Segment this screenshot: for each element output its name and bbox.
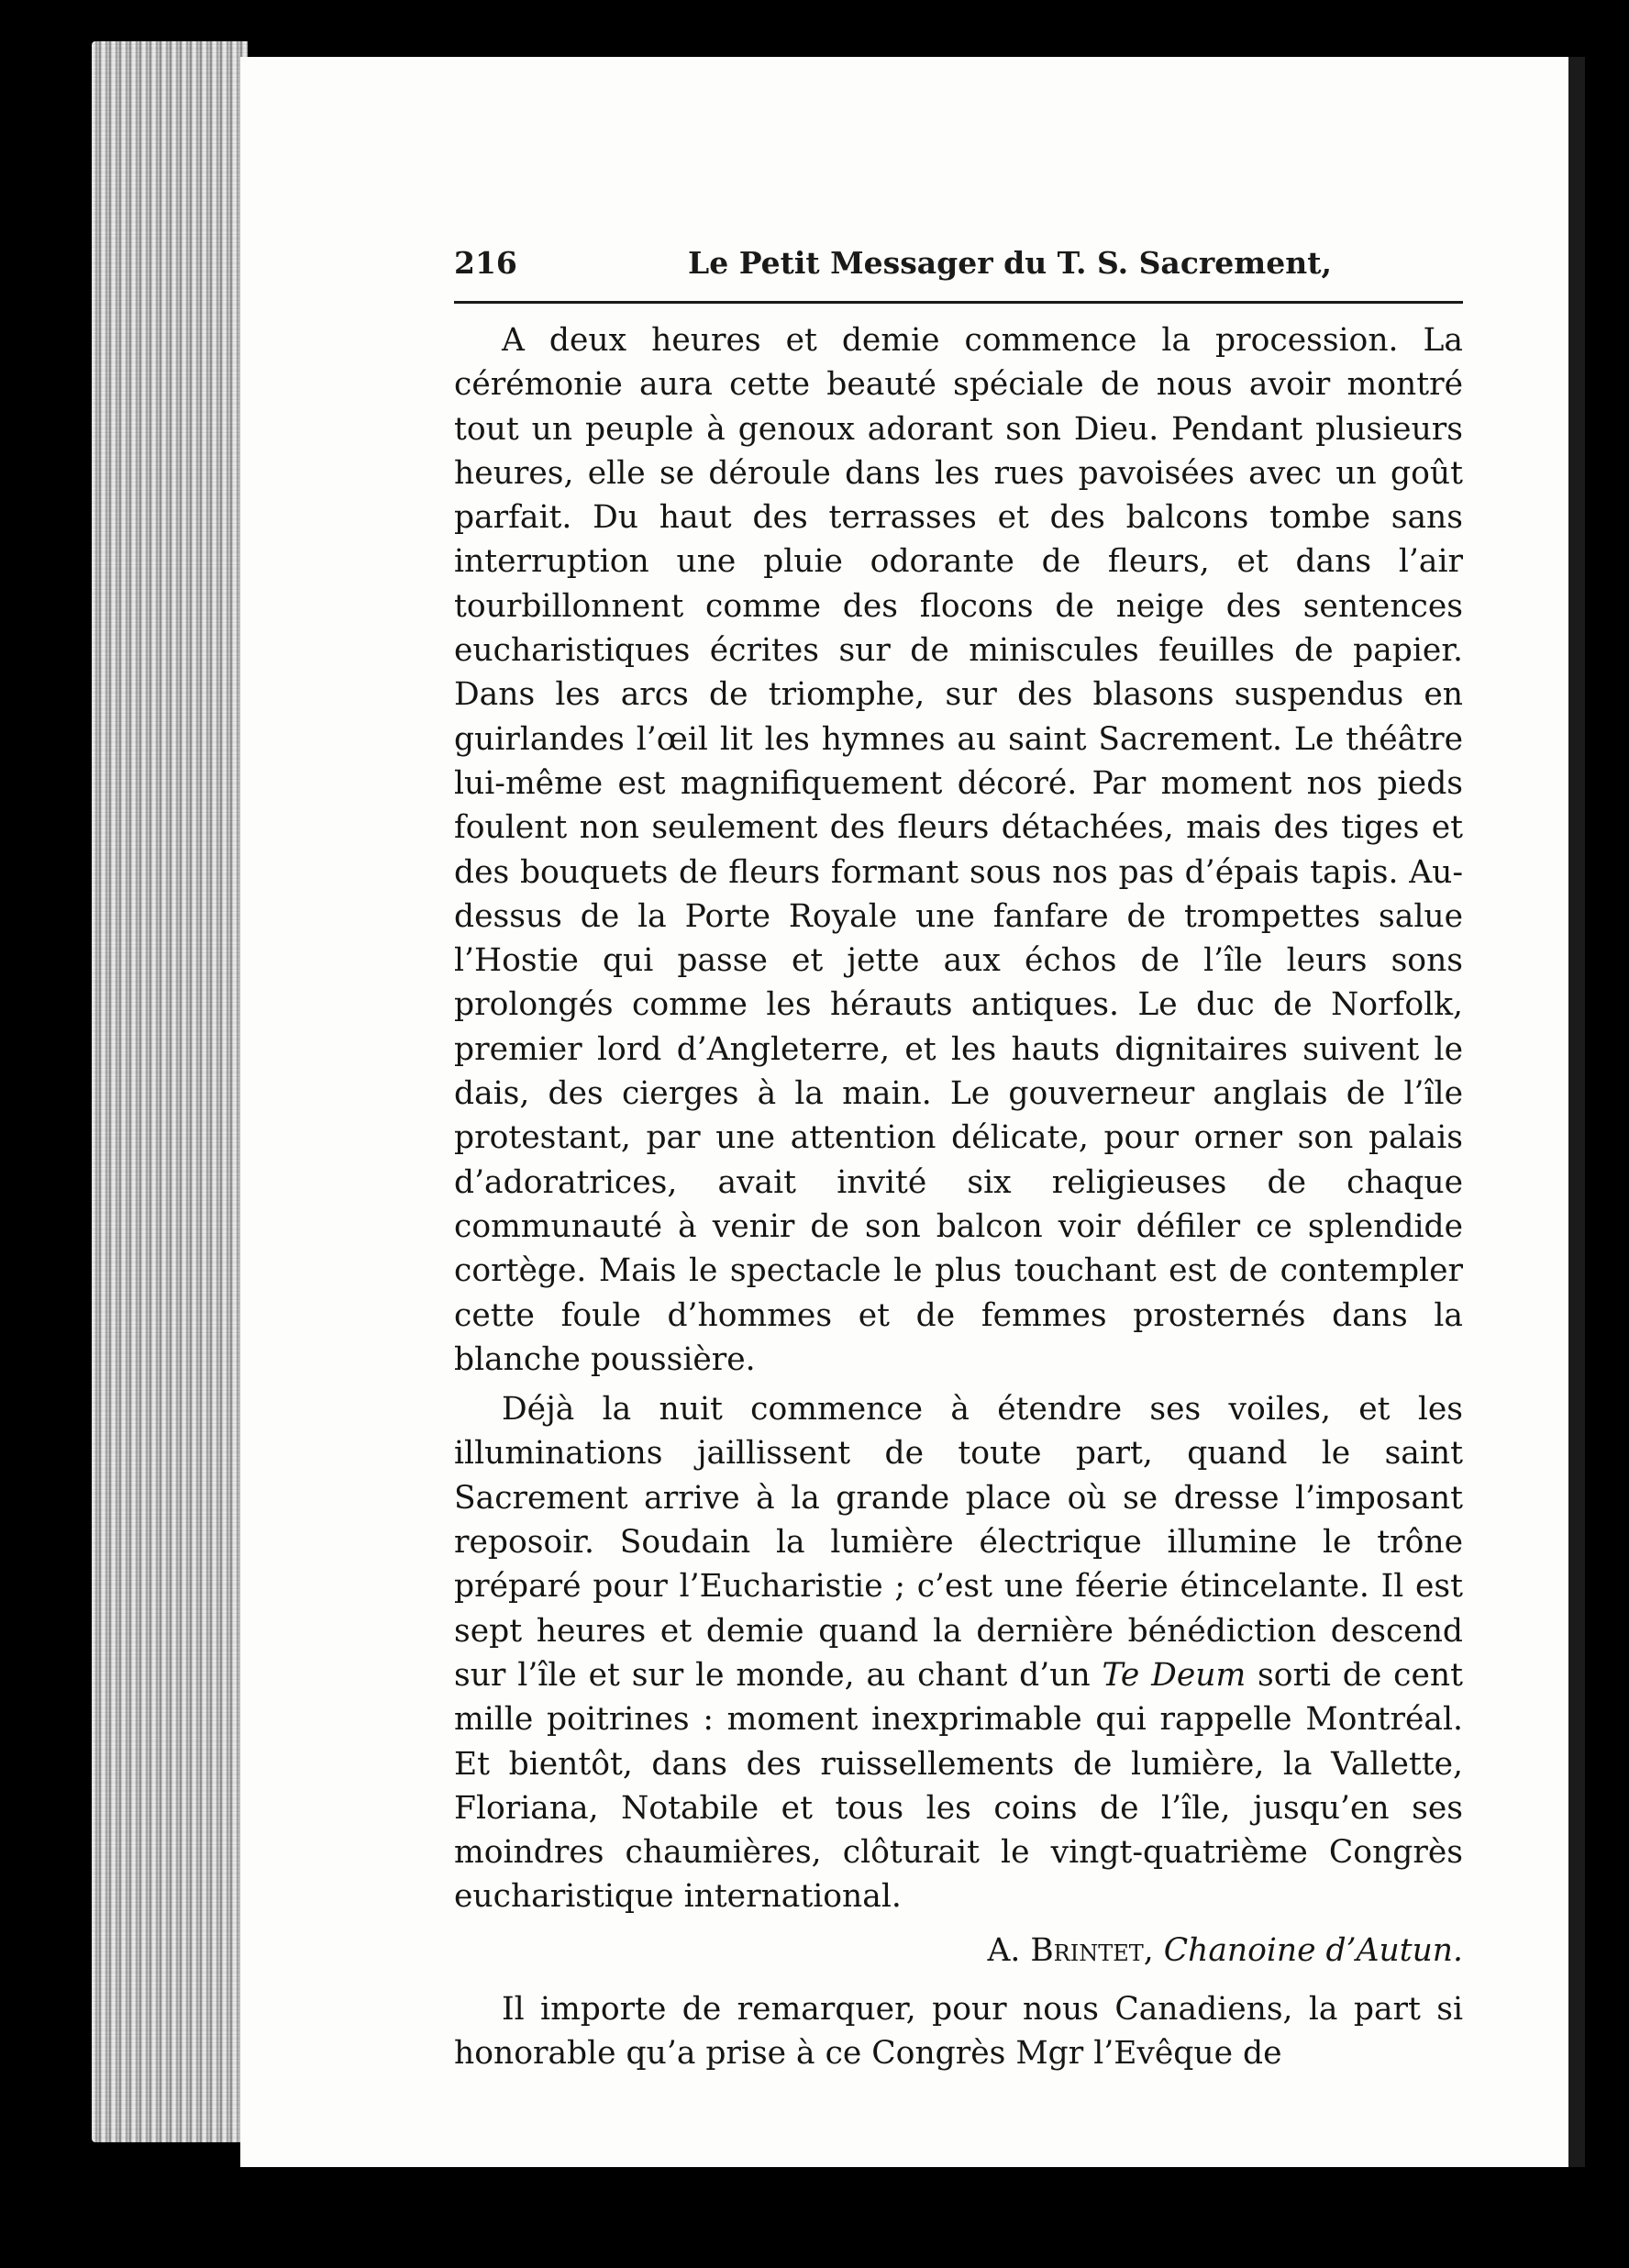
running-header <box>454 245 1463 296</box>
italic-title: Te Deum <box>1102 1656 1247 1694</box>
signature-name: A. Brintet, <box>987 1931 1154 1969</box>
body-text <box>454 318 1463 2076</box>
header-rule <box>454 301 1463 304</box>
paragraph-text: sorti de cent mille poitrines : moment inexprimable qui rappelle Montréal. Et bientôt, dans des ruissellements de lumière, la Vallette, Floriana, Notabile et tous les coins de l’île, jusqu’en ses moindres chaumières, clôturait le vingt-quatrième Congrès eucharistique international. <box>454 1656 1463 1916</box>
paragraph: Il importe de remarquer, pour nous Canadiens, la part si honorable qu’a prise à ce Congrès Mgr l’Evêque de <box>454 1990 1463 2073</box>
paragraph: A deux heures et demie commence la procession. La cérémonie aura cette beauté spéciale de nous avoir montré tout un peuple à genoux adorant son Dieu. Pendant plusieurs heures, elle se déroule dans les rues pavoisées avec un goût parfait. Du haut des terrasses et des balcons tombe sans interruption une pluie odorante de fleurs, et dans l’air tourbillonnent comme des flocons de neige des sentences eucharistiques écrites sur de miniscules feuilles de papier. Dans les arcs de triomphe, sur des blasons suspendus en guirlandes l’œil lit les hymnes au saint Sacrement. Le théâtre lui-même est magnifiquement décoré. Par moment nos pieds foulent non seulement des fleurs détachées, mais des tiges et des bouquets de fleurs formant sous nos pas d’épais tapis. Au-dessus de la Porte Royale une fanfare de trompettes salue l’Hostie qui passe et jette aux échos de l’île leurs sons prolongés comme les hérauts antiques. Le duc de Norfolk, premier lord d’Angleterre, et les hauts dignitaires suivent le dais, des cierges à la main. Le gouverneur anglais de l’île protestant, par une attention délicate, pour orner son palais d’adoratrices, avait invité six religieuses de chaque communauté à venir de son balcon voir défiler ce splendide cortège. Mais le spectacle le plus touchant est de contempler cette foule d’hommes et de femmes prosternés dans la blanche poussière. <box>454 322 1463 1378</box>
signature-title: Chanoine d’Autun. <box>1163 1931 1463 1969</box>
page-number: 216 <box>454 245 517 281</box>
running-title: Le Petit Messager du T. S. Sacrement, <box>688 245 1332 281</box>
book-page-edges <box>92 41 248 2142</box>
book-page <box>240 57 1585 2167</box>
paragraph-text: Déjà la nuit commence à étendre ses voiles, et les illuminations jaillissent de toute part, quand le saint Sacrement arrive à la grande place où se dresse l’imposant reposoir. Soudain la lumière électrique illumine le trône préparé pour l’Eucharistie ; c’est une féerie étincelante. Il est sept heures et demie quand la dernière bénédiction descend sur l’île et sur le monde, au chant d’un <box>454 1391 1463 1694</box>
signature <box>454 1929 1463 1973</box>
paragraph <box>454 1387 1463 1919</box>
